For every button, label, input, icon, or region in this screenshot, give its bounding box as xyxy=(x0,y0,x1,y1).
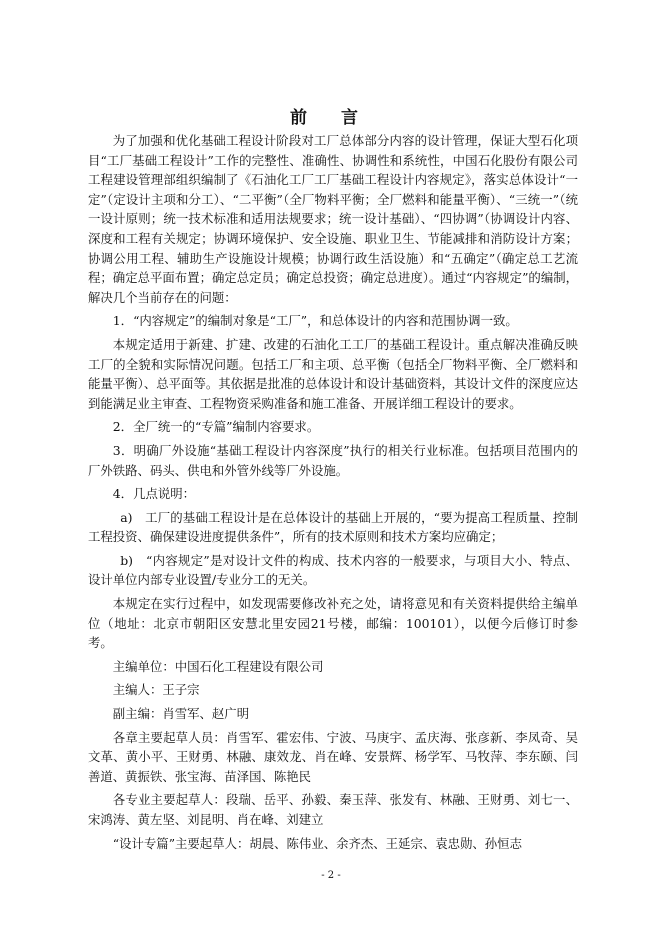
specialty-drafters: 各专业主要起草人：段瑞、岳平、孙毅、秦玉萍、张发有、林融、王财勇、刘七一、宋鸿涛、黄左坚、刘昆明、肖在峰、刘建立 xyxy=(88,792,578,827)
editor-unit: 主编单位：中国石化工程建设有限公司 xyxy=(112,658,324,674)
scope-paragraph: 本规定适用于新建、扩建、改建的石油化工工厂的基础工程设计。重点解决准确反映工厂的全貌和实际情况问题。包括工厂和主项、总平衡（包括全厂物料平衡、全厂燃料和能量平衡）、总平面等。其依据是批准的总体设计和设计基础资料，其设计文件的深度应达到能满足业主审查、工程物资采购准备和施工准备、开展详细工程设计的要求。 xyxy=(88,336,578,411)
page-number: - 2 - xyxy=(321,870,341,881)
item-2: 2．全厂统一的“专篇”编制内容要求。 xyxy=(112,419,320,435)
item-4: 4．几点说明： xyxy=(112,486,196,502)
page-title: 前 言 xyxy=(290,108,372,128)
item-3: 3．明确厂外设施“基础工程设计内容深度”执行的相关行业标准。包括项目范围内的厂外铁路、码头、供电和外管外线等厂外设施。 xyxy=(88,442,578,478)
feedback-paragraph: 本规定在实行过程中，如发现需要修改补充之处，请将意见和有关资料提供给主编单位（地址：北京市朝阳区安慧北里安园21号楼，邮编：100101），以便今后修订时参考。 xyxy=(88,596,578,651)
special-topic-drafters: “设计专篇”主要起草人：胡晨、陈伟业、余齐杰、王延宗、袁忠勋、孙恒志 xyxy=(112,835,522,851)
note-a: a) 工厂的基础工程设计是在总体设计的基础上开展的，“要为提高工程质量、控制工程投资、确保建设进度提供条件”，所有的技术原则和技术方案均应确定； xyxy=(88,509,578,545)
intro-paragraph: 为了加强和优化基础工程设计阶段对工厂总体部分内容的设计管理，保证大型石化项目“工厂基础工程设计”工作的完整性、准确性、协调性和系统性，中国石化股份有限公司工程建设管理部组织编制了《石油化工厂工厂基础工程设计内容规定》，落实总体设计“一定”（定设计主项和分工）、“二平衡”（全厂物料平衡；全厂燃料和能量平衡）、“三统一”（统一设计原则；统一技术标准和适用法规要求；统一设计基础）、“四协调”（协调设计内容、深度和工程有关规定；协调环境保护、安全设施、职业卫生、节能减排和消防设计方案；协调公用工程、辅助生产设施设计规模；协调行政生活设施）和“五确定”（确定总工艺流程；确定总平面布置；确定总定员；确定总投资；确定总进度）。通过“内容规定”的编制，解决几个当前存在的问题： xyxy=(88,133,578,305)
note-b: b) “内容规定”是对设计文件的构成、技术内容的一般要求，与项目大小、特点、设计单位内部专业设置/专业分工的无关。 xyxy=(88,552,578,588)
item-1: 1．“内容规定”的编制对象是“工厂”，和总体设计的内容和范围协调一致。 xyxy=(112,313,518,329)
chief-editor: 主编人：王子宗 xyxy=(112,682,200,698)
body-text xyxy=(88,131,578,853)
chapter-drafters: 各章主要起草人员：肖雪军、霍宏伟、宁波、马庚宇、孟庆海、张彦新、李凤奇、吴文革、黄小平、王财勇、林融、康效龙、肖在峰、安景辉、杨学军、马牧萍、李东颐、闫善道、黄振铁、张宝海、苗泽国、陈艳民 xyxy=(88,729,578,784)
deputy-editor: 副主编：肖雪军、赵广明 xyxy=(112,706,250,722)
